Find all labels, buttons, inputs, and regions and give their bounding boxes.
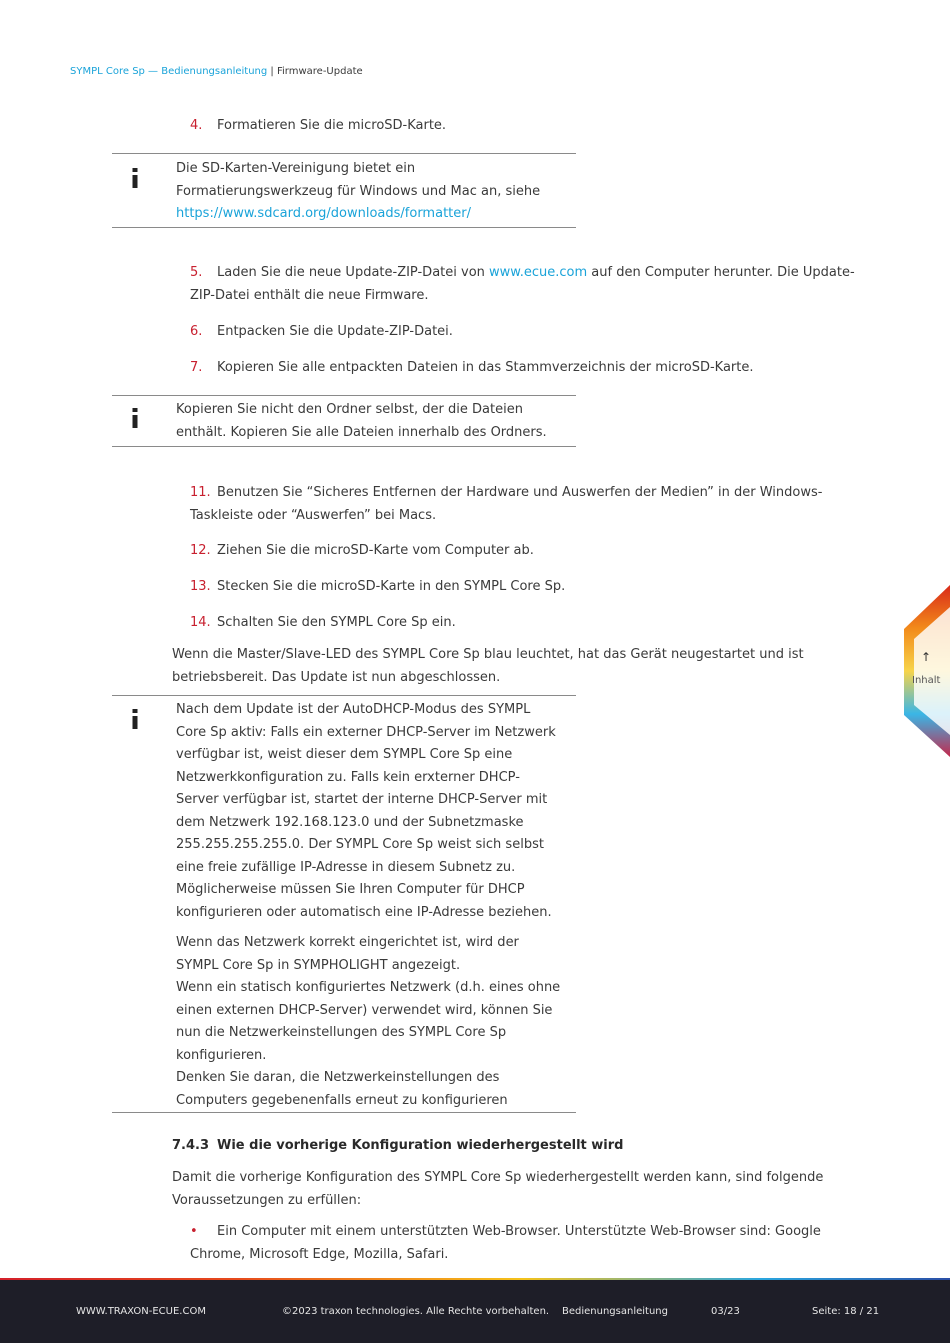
step-7	[190, 357, 860, 380]
step-number: 5.	[190, 265, 203, 280]
bullet-marker: •	[190, 1224, 198, 1239]
arrow-up-icon[interactable]: ↑	[921, 650, 932, 664]
step-text: Kopieren Sie alle entpackten Dateien in das Stammverzeichnis der microSD-Karte.	[217, 360, 754, 375]
step-text: Formatieren Sie die microSD-Karte.	[217, 118, 447, 133]
section-number: 7.4.3	[172, 1138, 210, 1153]
note-paragraph: Wenn ein statisch konfiguriertes Netzwerk (d.h. eines ohne einen externen DHCP-Server) verwendet wird, können Sie nun die Netzwerkeinstellungen des SYMPL Core Sp konfigurieren.	[176, 980, 561, 1063]
step-12	[190, 540, 860, 563]
info-note	[112, 153, 576, 228]
note-paragraph: Wenn das Netzwerk korrekt eingerichtet ist, wird der SYMPL Core Sp in SYMPHOLIGHT angezeigt.	[176, 935, 519, 973]
step-number: 6.	[190, 324, 203, 339]
step-number: 4.	[190, 118, 203, 133]
note-text	[176, 158, 576, 226]
step-text: Schalten Sie den SYMPL Core Sp ein.	[217, 615, 456, 630]
step-text: Benutzen Sie “Sicheres Entfernen der Hardware und Auswerfen der Medien” in der Windows-Taskleiste oder “Auswerfen” bei Macs.	[190, 485, 823, 523]
note-text	[176, 699, 561, 1112]
note-line: Die SD-Karten-Vereinigung bietet ein	[176, 161, 416, 176]
step-5	[190, 262, 860, 307]
step-number: 11.	[190, 485, 211, 500]
footer-copyright: ©2023 traxon technologies. Alle Rechte vorbehalten.	[282, 1306, 550, 1317]
restore-paragraph: Damit die vorherige Konfiguration des SYMPL Core Sp wiederhergestellt werden kann, sind folgende Voraussetzungen zu erfüllen:	[172, 1170, 824, 1208]
section-heading	[172, 1138, 623, 1153]
list-item	[190, 1221, 860, 1266]
step-13	[190, 576, 860, 599]
step-number: 12.	[190, 543, 211, 558]
info-icon	[130, 408, 140, 428]
step-14	[190, 612, 860, 635]
note-paragraph: Nach dem Update ist der AutoDHCP-Modus des SYMPL Core Sp aktiv: Falls ein externer DHCP-Server im Netzwerk verfügbar ist, weist dieser dem SYMPL Core Sp eine Netzwerkkonfiguration zu. Falls kein erxterner DHCP-Server verfügbar ist, startet der interne DHCP-Server mit dem Netzwerk 192.168.123.0 und der Subnetzmaske 255.255.255.255.0. Der SYMPL Core Sp weist sich selbst eine freie zufällige IP-Adresse in diesem Subnetz zu. Möglicherweise müssen Sie Ihren Computer für DHCP konfigurieren oder automatisch eine IP-Adresse beziehen.	[176, 702, 556, 920]
info-icon	[130, 709, 140, 729]
step-text: Laden Sie die neue Update-ZIP-Datei von	[217, 265, 490, 280]
step-6	[190, 321, 860, 344]
contents-label[interactable]: Inhalt	[912, 675, 941, 686]
step-4	[190, 115, 860, 138]
info-icon	[130, 168, 140, 188]
step-11	[190, 482, 860, 527]
info-note	[112, 395, 576, 447]
footer-doc-type: Bedienungsanleitung	[562, 1306, 668, 1317]
header-doc-title: SYMPL Core Sp — Bedienungsanleitung	[70, 66, 268, 77]
footer-date: 03/23	[711, 1306, 740, 1317]
page-header	[70, 66, 363, 77]
formatter-link[interactable]: https://www.sdcard.org/downloads/formatter/	[176, 206, 471, 221]
page-footer	[0, 1280, 950, 1343]
step-number: 13.	[190, 579, 211, 594]
contents-tab[interactable]	[904, 585, 950, 757]
info-note	[112, 695, 576, 1113]
note-paragraph: Denken Sie daran, die Netzwerkeinstellungen des Computers gegebenenfalls erneut zu konfigurieren	[176, 1070, 508, 1108]
header-separator: |	[270, 66, 274, 77]
step-number: 7.	[190, 360, 203, 375]
step-text: Entpacken Sie die Update-ZIP-Datei.	[217, 324, 453, 339]
led-paragraph: Wenn die Master/Slave-LED des SYMPL Core Sp blau leuchtet, hat das Gerät neugestartet und ist betriebsbereit. Das Update ist nun abgeschlossen.	[172, 647, 804, 685]
footer-page-number: Seite: 18 / 21	[812, 1306, 880, 1317]
step-text: auf den Computer herunter. Die Update-ZIP-Datei enthält die neue Firmware.	[190, 265, 855, 303]
ecue-link[interactable]: www.ecue.com	[489, 265, 588, 280]
step-text: Ziehen Sie die microSD-Karte vom Computer ab.	[217, 543, 534, 558]
section-title: Wie die vorherige Konfiguration wiederhergestellt wird	[217, 1138, 624, 1153]
header-section: Firmware-Update	[276, 66, 363, 77]
bullet-text: Ein Computer mit einem unterstützten Web-Browser. Unterstützte Web-Browser sind: Google Chrome, Microsoft Edge, Mozilla, Safari.	[190, 1224, 821, 1262]
note-line: Formatierungswerkzeug für Windows und Mac an, siehe	[176, 183, 541, 199]
step-text: Stecken Sie die microSD-Karte in den SYMPL Core Sp.	[217, 579, 566, 594]
footer-website[interactable]: WWW.TRAXON-ECUE.COM	[76, 1306, 206, 1317]
step-number: 14.	[190, 615, 211, 630]
note-text: Kopieren Sie nicht den Ordner selbst, der die Dateien enthält. Kopieren Sie alle Dateien innerhalb des Ordners.	[176, 402, 547, 440]
